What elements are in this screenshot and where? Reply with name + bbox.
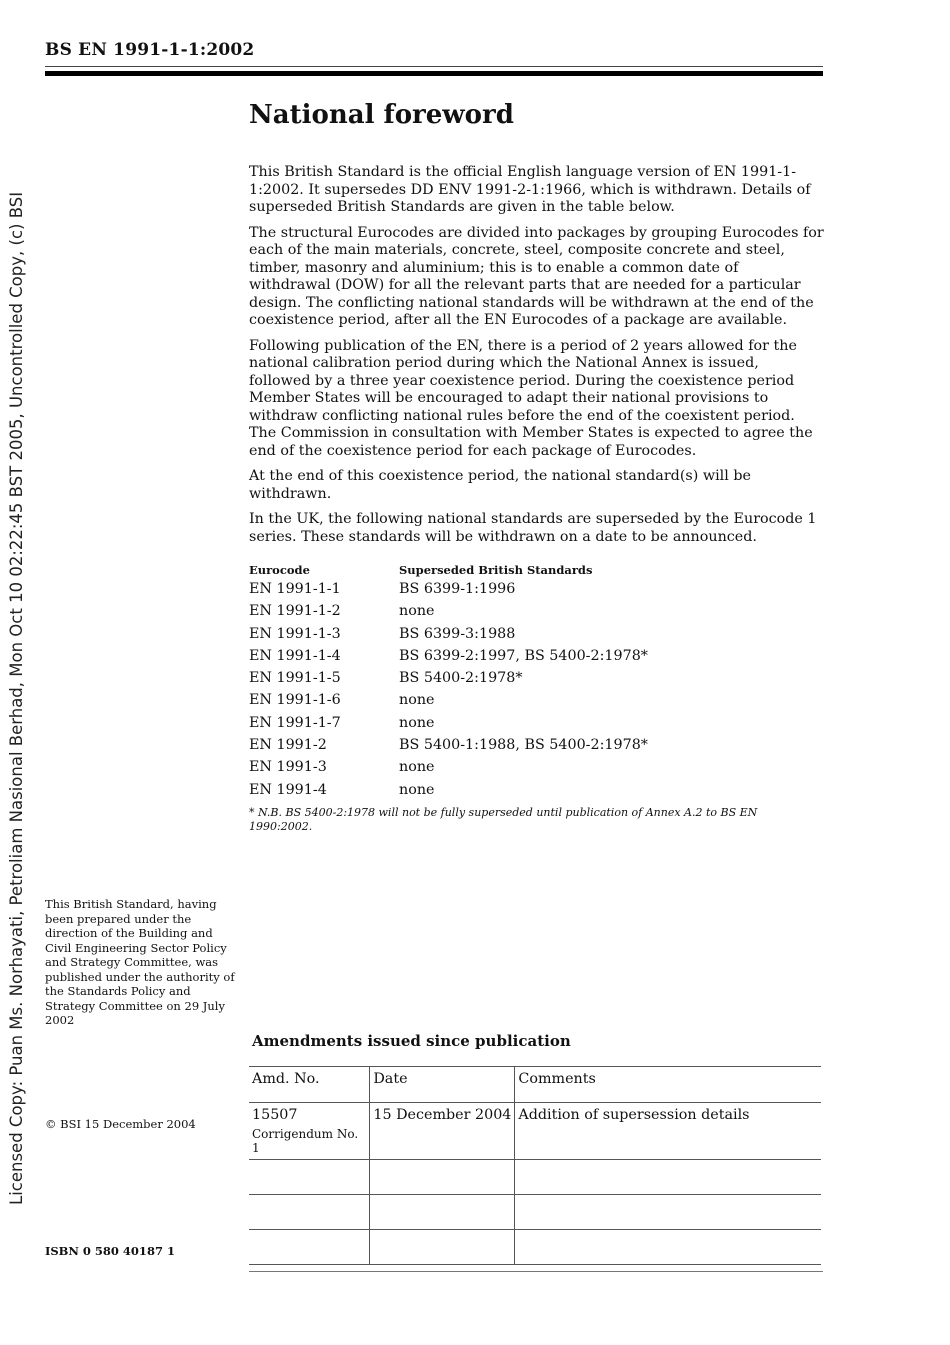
empty-cell xyxy=(370,1230,515,1265)
table-row xyxy=(249,1230,821,1265)
table-header-row xyxy=(249,562,824,578)
comments-cell: Addition of supersession details xyxy=(515,1103,821,1160)
eurocode-cell: EN 1991-4 xyxy=(249,781,327,798)
footer-rule xyxy=(249,1271,823,1272)
eurocode-cell: EN 1991-1-5 xyxy=(249,670,341,687)
superseded-cell: none xyxy=(399,603,435,620)
empty-cell xyxy=(515,1230,821,1265)
copyright-notice: © BSI 15 December 2004 xyxy=(45,1117,196,1131)
eurocode-cell: EN 1991-1-6 xyxy=(249,692,341,709)
amendments-title: Amendments issued since publication xyxy=(252,1032,571,1050)
table-footnote: * N.B. BS 5400-2:1978 will not be fully superseded until publication of Annex A.2 to BS EN 1990:2002. xyxy=(249,806,758,833)
supersession-table xyxy=(249,562,824,801)
table-row xyxy=(249,645,824,667)
publication-note: This British Standard, having been prepared under the direction of the Building and Civil Engineering Sector Policy and Strategy Committee, was published under the authority of the Standards Policy and Strategy Committee on 29 July 2002 xyxy=(45,897,235,1027)
eurocode-cell: EN 1991-1-1 xyxy=(249,581,341,597)
empty-cell xyxy=(249,1160,370,1195)
empty-cell xyxy=(370,1195,515,1230)
empty-cell xyxy=(515,1195,821,1230)
table-row xyxy=(249,756,824,778)
eurocode-cell: EN 1991-2 xyxy=(249,737,327,754)
empty-cell xyxy=(249,1230,370,1265)
column-header: Superseded British Standards xyxy=(399,563,593,577)
eurocode-cell: EN 1991-1-3 xyxy=(249,625,341,642)
superseded-cell: BS 6399-1:1996 xyxy=(399,581,516,597)
eurocode-cell: EN 1991-1-4 xyxy=(249,647,341,664)
standard-code: BS EN 1991-1-1:2002 xyxy=(45,40,255,60)
paragraph: At the end of this coexistence period, the national standard(s) will be withdrawn. xyxy=(249,468,751,502)
table-row xyxy=(249,689,824,711)
table-row xyxy=(249,779,824,801)
superseded-cell: BS 5400-1:1988, BS 5400-2:1978* xyxy=(399,737,648,754)
date-cell: 15 December 2004 xyxy=(370,1103,515,1160)
table-row xyxy=(249,600,824,622)
table-row xyxy=(249,1160,821,1195)
superseded-cell: BS 5400-2:1978* xyxy=(399,670,523,687)
superseded-cell: none xyxy=(399,781,435,798)
license-watermark: Licensed Copy: Puan Ms. Norhayati, Petroliam Nasional Berhad, Mon Oct 10 02:22:45 BST 2005, Uncontrolled Copy, (c) BSI xyxy=(7,191,26,1205)
column-header: Amd. No. xyxy=(249,1067,370,1103)
superseded-cell: BS 6399-3:1988 xyxy=(399,625,516,642)
paragraph: In the UK, the following national standards are superseded by the Eurocode 1 series. These standards will be withdrawn on a date to be announced. xyxy=(249,511,817,545)
amd-no-cell xyxy=(249,1103,370,1160)
table-row xyxy=(249,734,824,756)
header-rule-thin xyxy=(45,66,823,67)
isbn: ISBN 0 580 40187 1 xyxy=(45,1244,175,1258)
table-row xyxy=(249,712,824,734)
superseded-cell: none xyxy=(399,714,435,731)
superseded-cell: BS 6399-2:1997, BS 5400-2:1978* xyxy=(399,647,648,664)
column-header: Eurocode xyxy=(249,563,310,577)
header-rule-thick xyxy=(45,71,823,76)
table-row xyxy=(249,1195,821,1230)
superseded-cell: none xyxy=(399,692,435,709)
foreword-body xyxy=(249,164,824,554)
superseded-cell: none xyxy=(399,759,435,776)
table-row xyxy=(249,623,824,645)
eurocode-cell: EN 1991-1-7 xyxy=(249,714,341,731)
table-row xyxy=(249,667,824,689)
eurocode-cell: EN 1991-3 xyxy=(249,759,327,776)
empty-cell xyxy=(515,1160,821,1195)
paragraph: This British Standard is the official English language version of EN 1991-1-1:2002. It supersedes DD ENV 1991-2-1:1966, which is withdrawn. Details of superseded British Standards are given in the table below. xyxy=(249,164,811,215)
table-row xyxy=(249,1103,821,1160)
amd-no: 15507 xyxy=(252,1107,298,1123)
paragraph: Following publication of the EN, there is a period of 2 years allowed for the national calibration period during which the National Annex is issued, followed by a three year coexistence period. During the coexistence period Member States will be encouraged to adapt their national provisions to withdraw conflicting national rules before the end of the coexistent period. The Commission in consultation with Member States is expected to agree the end of the coexistence period for each package of Eurocodes. xyxy=(249,337,813,459)
paragraph: The structural Eurocodes are divided into packages by grouping Eurocodes for each of the main materials, concrete, steel, composite concrete and steel, timber, masonry and aluminium; this is to enable a common date of withdrawal (DOW) for all the relevant parts that are needed for a particular design. The conflicting national standards will be withdrawn at the end of the coexistence period, after all the EN Eurocodes of a package are available. xyxy=(249,224,824,328)
column-header: Comments xyxy=(515,1067,821,1103)
empty-cell xyxy=(370,1160,515,1195)
corrigendum-label: Corrigendum No. 1 xyxy=(252,1127,359,1155)
empty-cell xyxy=(249,1195,370,1230)
table-row xyxy=(249,578,824,600)
eurocode-cell: EN 1991-1-2 xyxy=(249,603,341,620)
amendments-header-row xyxy=(249,1067,821,1103)
column-header: Date xyxy=(370,1067,515,1103)
page-title: National foreword xyxy=(249,100,514,130)
amendments-table xyxy=(249,1066,821,1265)
